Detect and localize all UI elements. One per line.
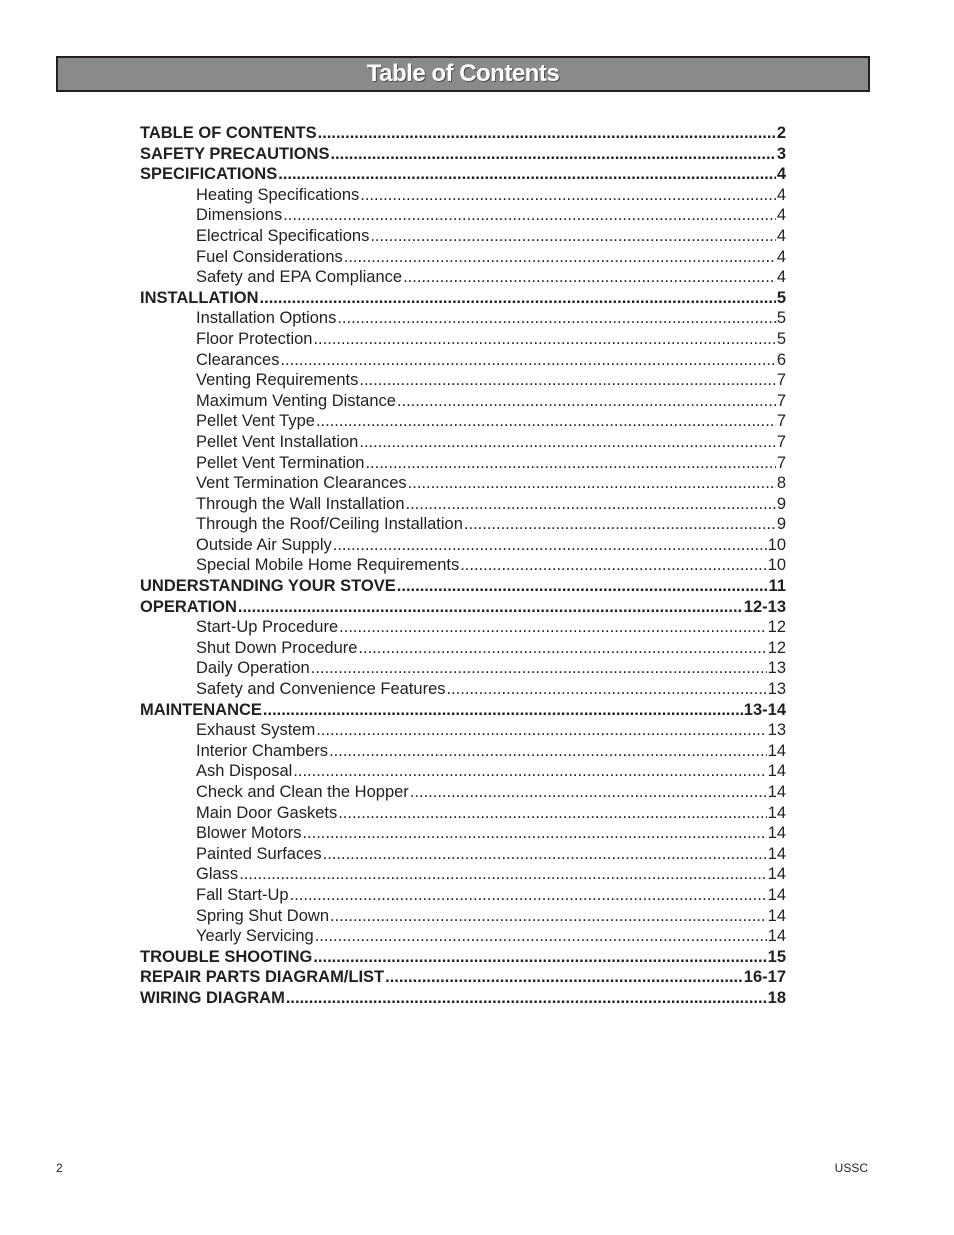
toc-entry-page: 4 xyxy=(776,206,786,225)
toc-entry-title: Fuel Considerations xyxy=(196,247,343,266)
toc-entry-page: 14 xyxy=(767,762,786,781)
toc-entry-page: 14 xyxy=(767,783,786,801)
toc-dot-leader xyxy=(283,205,776,226)
toc-entry-page: 14 xyxy=(767,906,786,925)
toc-entry-page: 14 xyxy=(767,885,786,904)
toc-dot-leader xyxy=(464,514,776,535)
toc-section-entry[interactable] xyxy=(140,576,786,597)
toc-subsection-entry[interactable] xyxy=(140,411,786,432)
toc-entry-page: 7 xyxy=(776,391,786,410)
toc-entry-page: 15 xyxy=(767,947,786,966)
toc-entry-page: 5 xyxy=(776,288,786,307)
footer-page-number: 2 xyxy=(56,1161,63,1175)
toc-entry-title: Glass xyxy=(196,865,239,884)
toc-entry-title: Special Mobile Home Requirements xyxy=(196,556,460,575)
toc-dot-leader xyxy=(316,411,776,432)
toc-entry-title: Installation Options xyxy=(196,309,337,328)
toc-dot-leader xyxy=(359,370,775,391)
toc-entry-title: Fall Start-Up xyxy=(196,885,289,904)
toc-subsection-entry[interactable] xyxy=(140,761,786,782)
toc-dot-leader xyxy=(358,638,766,659)
toc-entry-title: OPERATION xyxy=(140,597,237,616)
toc-subsection-entry[interactable] xyxy=(140,720,786,741)
toc-section-entry[interactable] xyxy=(140,967,786,988)
toc-entry-page: 2 xyxy=(776,124,786,142)
toc-dot-leader xyxy=(330,144,775,165)
toc-entry-page: 13-14 xyxy=(743,700,786,719)
toc-subsection-entry[interactable] xyxy=(140,658,786,679)
toc-subsection-entry[interactable] xyxy=(140,638,786,659)
toc-dot-leader xyxy=(447,679,767,700)
toc-entry-page: 12 xyxy=(767,618,786,637)
toc-section-entry[interactable] xyxy=(140,947,786,968)
toc-entry-page: 7 xyxy=(776,371,786,390)
toc-dot-leader xyxy=(302,823,766,844)
toc-entry-title: Ash Disposal xyxy=(196,762,293,781)
toc-entry-page: 4 xyxy=(776,247,786,266)
toc-entry-title: Clearances xyxy=(196,350,280,369)
toc-subsection-entry[interactable] xyxy=(140,885,786,906)
toc-entry-page: 5 xyxy=(776,309,786,328)
toc-entry-page: 7 xyxy=(776,412,786,431)
toc-entry-page: 14 xyxy=(767,844,786,863)
toc-subsection-entry[interactable] xyxy=(140,535,786,556)
title-banner xyxy=(56,56,870,92)
toc-entry-title: Pellet Vent Type xyxy=(196,412,315,431)
toc-subsection-entry[interactable] xyxy=(140,514,786,535)
toc-entry-title: Heating Specifications xyxy=(196,185,360,204)
toc-subsection-entry[interactable] xyxy=(140,741,786,762)
toc-entry-page: 13 xyxy=(767,659,786,678)
toc-entry-page: 5 xyxy=(776,329,786,348)
toc-entry-title: TROUBLE SHOOTING xyxy=(140,947,313,966)
toc-entry-page: 7 xyxy=(776,453,786,472)
toc-entry-page: 8 xyxy=(776,474,786,493)
toc-entry-title: Spring Shut Down xyxy=(196,906,329,925)
toc-dot-leader xyxy=(385,967,743,988)
toc-dot-leader xyxy=(280,350,775,371)
toc-section-entry[interactable] xyxy=(140,144,786,165)
toc-dot-leader xyxy=(313,329,775,350)
toc-dot-leader xyxy=(337,308,775,329)
toc-entry-title: Yearly Servicing xyxy=(196,927,314,946)
toc-subsection-entry[interactable] xyxy=(140,782,786,803)
toc-entry-title: Outside Air Supply xyxy=(196,535,332,554)
toc-dot-leader xyxy=(238,597,743,618)
toc-dot-leader xyxy=(315,926,767,947)
toc-dot-leader xyxy=(365,453,775,474)
toc-section-entry[interactable] xyxy=(140,988,786,1009)
toc-entry-title: Through the Wall Installation xyxy=(196,494,405,513)
toc-entry-title: Main Door Gaskets xyxy=(196,803,338,822)
toc-entry-page: 4 xyxy=(776,268,786,287)
toc-entry-page: 14 xyxy=(767,741,786,760)
toc-dot-leader xyxy=(338,803,766,824)
page-title: Table of Contents xyxy=(366,60,560,87)
toc-dot-leader xyxy=(290,885,767,906)
toc-entry-title: TABLE OF CONTENTS xyxy=(140,124,317,142)
toc-dot-leader xyxy=(408,473,776,494)
toc-subsection-entry[interactable] xyxy=(140,844,786,865)
toc-entry-title: Start-Up Procedure xyxy=(196,618,339,637)
toc-dot-leader xyxy=(370,226,775,247)
toc-entry-title: Dimensions xyxy=(196,206,283,225)
toc-subsection-entry[interactable] xyxy=(140,864,786,885)
toc-subsection-entry[interactable] xyxy=(140,247,786,268)
toc-entry-title: Safety and Convenience Features xyxy=(196,680,446,699)
toc-dot-leader xyxy=(278,164,776,185)
toc-dot-leader xyxy=(339,617,766,638)
toc-entry-title: UNDERSTANDING YOUR STOVE xyxy=(140,577,396,596)
toc-entry-page: 7 xyxy=(776,432,786,451)
toc-subsection-entry[interactable] xyxy=(140,432,786,453)
toc-entry-title: Venting Requirements xyxy=(196,371,359,390)
table-of-contents xyxy=(140,123,786,1009)
toc-subsection-entry[interactable] xyxy=(140,226,786,247)
toc-dot-leader xyxy=(330,906,767,927)
toc-subsection-entry[interactable] xyxy=(140,617,786,638)
toc-entry-page: 11 xyxy=(768,577,786,596)
toc-dot-leader xyxy=(323,844,767,865)
toc-entry-title: Exhaust System xyxy=(196,721,316,740)
toc-section-entry[interactable] xyxy=(140,164,786,185)
toc-subsection-entry[interactable] xyxy=(140,473,786,494)
toc-entry-page: 12-13 xyxy=(743,597,786,616)
toc-subsection-entry[interactable] xyxy=(140,185,786,206)
toc-subsection-entry[interactable] xyxy=(140,803,786,824)
toc-dot-leader xyxy=(311,658,767,679)
toc-dot-leader xyxy=(360,185,776,206)
toc-subsection-entry[interactable] xyxy=(140,823,786,844)
toc-dot-leader xyxy=(397,576,768,597)
toc-entry-page: 14 xyxy=(767,803,786,822)
toc-dot-leader xyxy=(318,123,776,144)
toc-subsection-entry[interactable] xyxy=(140,494,786,515)
toc-entry-title: REPAIR PARTS DIAGRAM/LIST xyxy=(140,968,385,987)
toc-entry-page: 4 xyxy=(776,226,786,245)
toc-entry-title: SAFETY PRECAUTIONS xyxy=(140,144,330,163)
toc-section-entry[interactable] xyxy=(140,597,786,618)
toc-entry-title: Pellet Vent Installation xyxy=(196,432,359,451)
toc-entry-title: INSTALLATION xyxy=(140,288,259,307)
toc-entry-page: 18 xyxy=(767,988,786,1007)
toc-dot-leader xyxy=(460,555,766,576)
toc-dot-leader xyxy=(293,761,766,782)
toc-dot-leader xyxy=(410,782,767,803)
toc-dot-leader xyxy=(403,267,776,288)
toc-entry-page: 14 xyxy=(767,865,786,884)
toc-dot-leader xyxy=(286,988,767,1009)
toc-dot-leader xyxy=(239,864,766,885)
toc-entry-page: 14 xyxy=(767,824,786,843)
toc-subsection-entry[interactable] xyxy=(140,370,786,391)
toc-subsection-entry[interactable] xyxy=(140,391,786,412)
toc-dot-leader xyxy=(329,741,767,762)
toc-subsection-entry[interactable] xyxy=(140,555,786,576)
toc-dot-leader xyxy=(333,535,767,556)
footer-brand: USSC xyxy=(834,1161,868,1175)
toc-subsection-entry[interactable] xyxy=(140,329,786,350)
toc-entry-title: SPECIFICATIONS xyxy=(140,165,278,184)
toc-entry-title: Through the Roof/Ceiling Installation xyxy=(196,515,463,534)
toc-dot-leader xyxy=(313,947,766,968)
toc-dot-leader xyxy=(397,391,776,412)
toc-dot-leader xyxy=(263,700,743,721)
toc-section-entry[interactable] xyxy=(140,288,786,309)
toc-dot-leader xyxy=(344,247,776,268)
toc-entry-page: 13 xyxy=(767,680,786,699)
toc-entry-page: 6 xyxy=(776,350,786,369)
toc-subsection-entry[interactable] xyxy=(140,679,786,700)
toc-subsection-entry[interactable] xyxy=(140,906,786,927)
toc-entry-page: 4 xyxy=(776,185,786,204)
toc-entry-page: 12 xyxy=(767,638,786,657)
toc-entry-title: Maximum Venting Distance xyxy=(196,391,396,410)
toc-dot-leader xyxy=(406,494,776,515)
toc-entry-title: Pellet Vent Termination xyxy=(196,453,365,472)
toc-dot-leader xyxy=(359,432,775,453)
toc-subsection-entry[interactable] xyxy=(140,267,786,288)
toc-entry-title: Floor Protection xyxy=(196,329,313,348)
toc-entry-title: Check and Clean the Hopper xyxy=(196,783,409,801)
toc-entry-page: 10 xyxy=(767,556,786,575)
toc-entry-page: 9 xyxy=(776,494,786,513)
toc-subsection-entry[interactable] xyxy=(140,308,786,329)
toc-subsection-entry[interactable] xyxy=(140,205,786,226)
toc-entry-title: MAINTENANCE xyxy=(140,700,262,719)
toc-entry-title: Interior Chambers xyxy=(196,741,329,760)
toc-entry-title: WIRING DIAGRAM xyxy=(140,988,285,1007)
toc-subsection-entry[interactable] xyxy=(140,926,786,947)
toc-section-entry[interactable] xyxy=(140,700,786,721)
toc-dot-leader xyxy=(260,288,776,309)
toc-entry-title: Vent Termination Clearances xyxy=(196,474,407,493)
toc-entry-page: 16-17 xyxy=(743,968,786,987)
toc-entry-title: Painted Surfaces xyxy=(196,844,322,863)
toc-entry-title: Blower Motors xyxy=(196,824,302,843)
toc-entry-page: 14 xyxy=(767,927,786,946)
toc-entry-page: 4 xyxy=(776,165,786,184)
toc-entry-page: 9 xyxy=(776,515,786,534)
toc-entry-page: 13 xyxy=(767,721,786,740)
toc-entry-page: 3 xyxy=(776,144,786,163)
toc-entry-title: Safety and EPA Compliance xyxy=(196,268,403,287)
toc-subsection-entry[interactable] xyxy=(140,350,786,371)
toc-entry-title: Electrical Specifications xyxy=(196,226,370,245)
toc-section-entry[interactable] xyxy=(140,123,786,144)
toc-entry-title: Shut Down Procedure xyxy=(196,638,358,657)
toc-entry-title: Daily Operation xyxy=(196,659,310,678)
toc-subsection-entry[interactable] xyxy=(140,453,786,474)
toc-entry-page: 10 xyxy=(767,535,786,554)
toc-dot-leader xyxy=(316,720,766,741)
